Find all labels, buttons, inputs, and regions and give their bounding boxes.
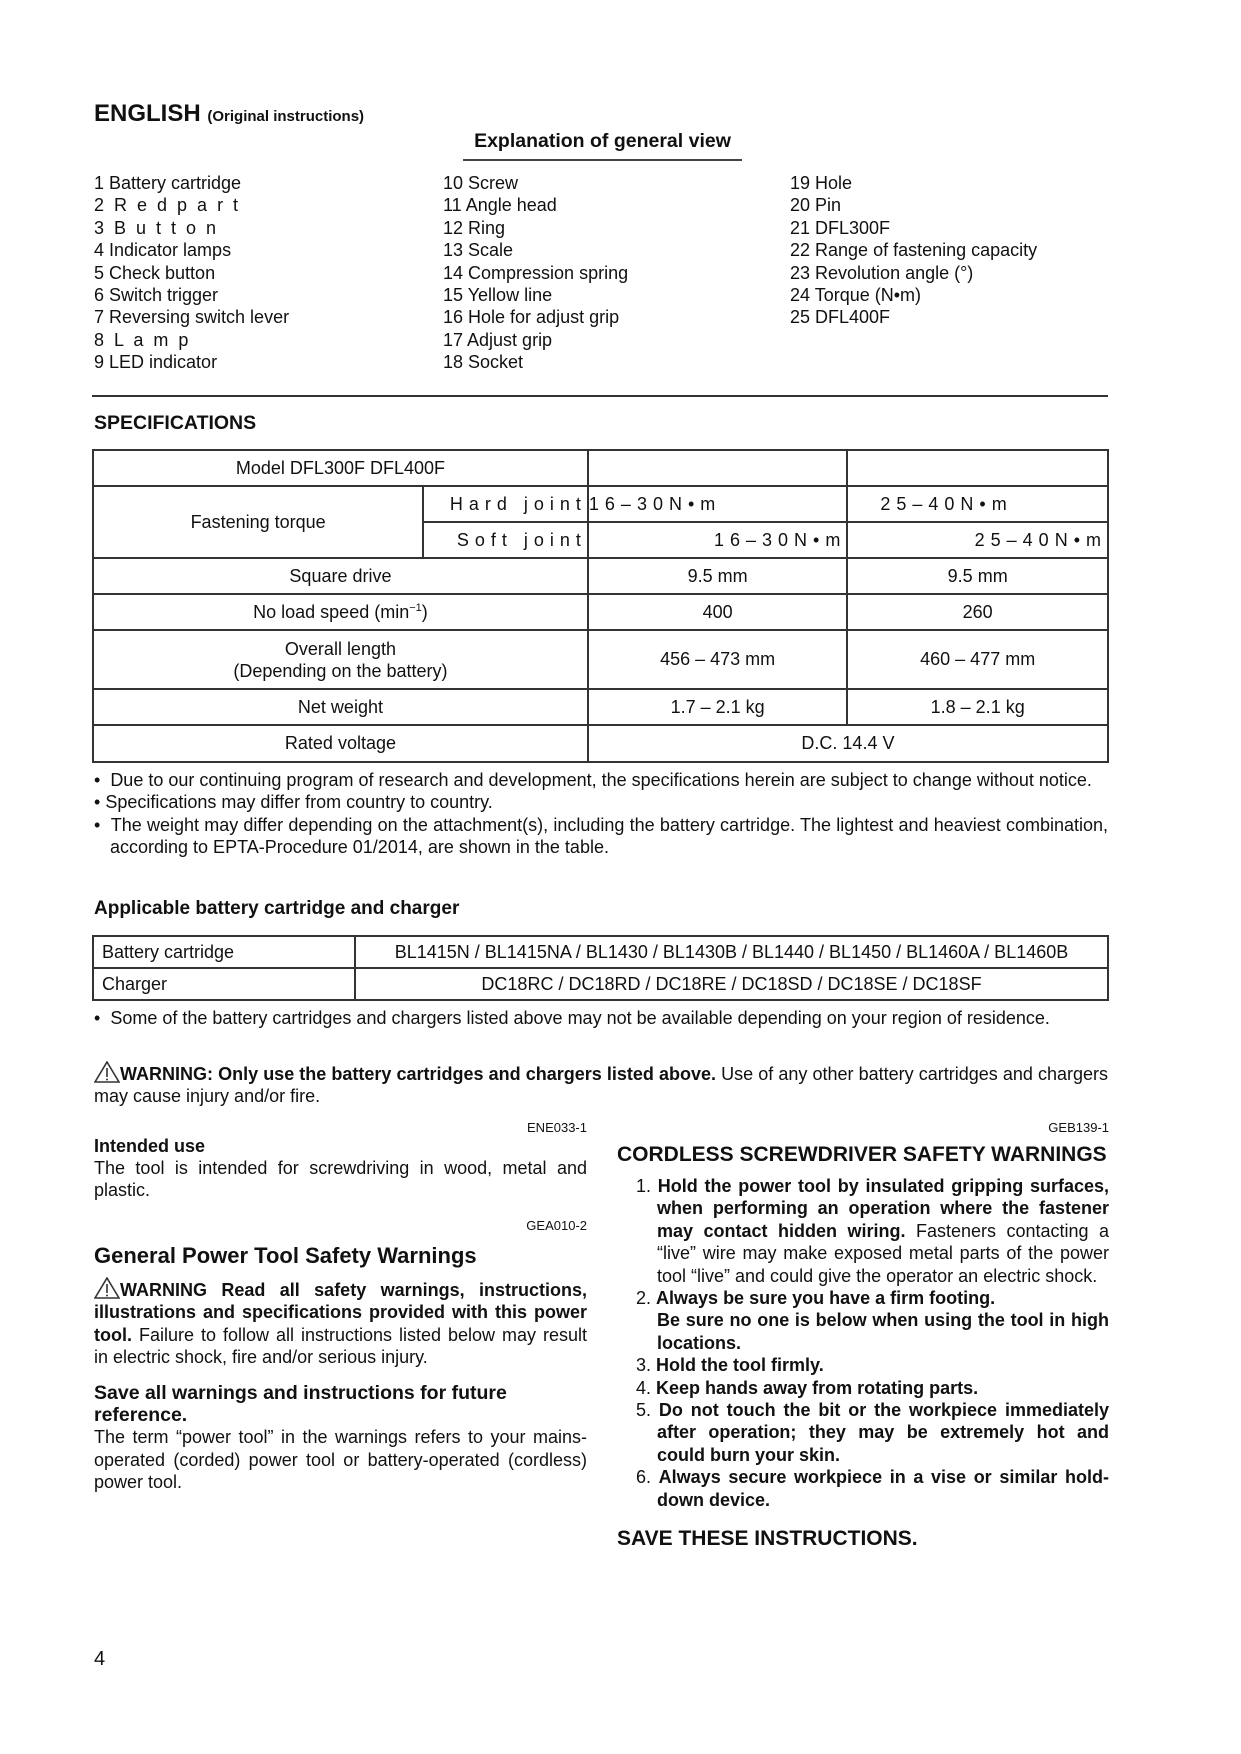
part-item: 8 L a m p (94, 329, 189, 350)
part-item: 18 Socket (443, 352, 524, 373)
spec-value: 400 (588, 594, 847, 630)
part-item: 21 DFL300F (790, 217, 891, 238)
note-text: Specifications may differ from country to country. (105, 792, 493, 813)
part-item: 25 DFL400F (790, 307, 891, 328)
length-label-note: (Depending on the battery) (233, 660, 448, 681)
part-item: 11 Angle head (443, 195, 557, 216)
part-item: 4 Indicator lamps (94, 240, 232, 261)
general-warning (94, 1277, 587, 1369)
save-warnings-title: Save all warnings and instructions for future reference. (94, 1382, 507, 1427)
page-number: 4 (94, 1648, 106, 1670)
charger-label: Charger (93, 968, 355, 1000)
item-number: 3. (636, 1355, 652, 1376)
speed-label-end: ) (421, 601, 428, 622)
right-column (617, 1120, 1109, 1551)
fastening-torque-label: Fastening torque (93, 486, 423, 558)
item-bold: Do not touch the bit or the workpiece immediately after operation; they may be extremely hot and could burn your skin. (657, 1400, 1109, 1465)
note-item: • Specifications may differ from country to country. (94, 792, 493, 813)
part-item: 3 B u t t o n (94, 217, 217, 238)
warning-icon (94, 1277, 120, 1299)
battery-label: Battery cartridge (93, 936, 355, 968)
item-bold: Always secure workpiece in a vise or similar hold-down device. (657, 1467, 1109, 1510)
soft-joint-label: Soft joint (423, 522, 588, 558)
battery-value: BL1415N / BL1415NA / BL1430 / BL1430B / BL1440 / BL1450 / BL1460A / BL1460B (355, 936, 1108, 968)
length-label: Overall length (284, 638, 396, 659)
part-item: 10 Screw (443, 173, 519, 193)
hard-joint-label: Hard joint (423, 486, 588, 522)
spec-value: 260 (847, 594, 1108, 630)
spec-notes (94, 769, 1108, 859)
part-item: 5 Check button (94, 262, 216, 283)
model-cell-2 (847, 450, 1108, 486)
item-text: Fasteners contacting a “live” wire may make exposed metal parts of the power tool “live” and could give the operator an electric shock. (657, 1220, 1109, 1286)
note-item: • Due to our continuing program of research and development, the specifications herein are subject to change without notice. (94, 770, 1092, 790)
safety-item (617, 1466, 1109, 1511)
part-item: 20 Pin (790, 195, 842, 216)
part-item: 14 Compression spring (443, 262, 629, 283)
intended-use-title: Intended use (94, 1136, 206, 1156)
soft-joint-300: 16–30N•m (588, 522, 847, 558)
spec-value: 460 – 477 mm (847, 630, 1108, 689)
battery-table (92, 935, 1109, 1001)
model-cell-1 (588, 450, 847, 486)
item-number: 6. (636, 1467, 652, 1488)
part-item: 23 Revolution angle (°) (790, 262, 974, 283)
safety-item (617, 1354, 1109, 1376)
language-heading (94, 100, 364, 128)
rated-voltage-value: D.C. 14.4 V (588, 725, 1108, 762)
safety-item (617, 1175, 1109, 1287)
part-item: 6 Switch trigger (94, 285, 219, 306)
item-number: 5. (636, 1400, 652, 1421)
warning-text: Failure to follow all instructions listed below may result in electric shock, fire and/or serious injury. (94, 1324, 587, 1368)
safety-item (617, 1377, 1109, 1399)
note-text: Some of the battery cartridges and chargers listed above may not be available depending on your region of residence. (110, 1008, 1050, 1028)
part-item: 17 Adjust grip (443, 329, 553, 350)
spec-label: Net weight (93, 689, 588, 725)
spec-label (93, 630, 588, 689)
spec-value: 1.8 – 2.1 kg (847, 689, 1108, 725)
battery-title: Applicable battery cartridge and charger (94, 898, 460, 919)
intended-use-text: The tool is intended for screwdriving in wood, metal and plastic. (94, 1158, 587, 1201)
section-code: ENE033-1 (527, 1120, 587, 1135)
part-item: 22 Range of fastening capacity (790, 240, 1038, 261)
language-note: (Original instructions) (207, 108, 365, 125)
section-code: GEB139-1 (1048, 1120, 1109, 1135)
item-bold: Hold the tool firmly. (656, 1355, 824, 1376)
part-item: 12 Ring (443, 217, 506, 238)
warning-bold: WARNING: Only use the battery cartridges and chargers listed above. (120, 1064, 717, 1084)
note-text: The weight may differ depending on the attachment(s), including the battery cartridge. The lightest and heaviest combination, according to EPTA-Procedure 01/2014, are shown in the table. (110, 814, 1109, 858)
specifications-table (92, 449, 1109, 763)
charger-value: DC18RC / DC18RD / DC18RE / DC18SD / DC18SE / DC18SF (355, 968, 1108, 1000)
language-label: ENGLISH (94, 100, 201, 127)
power-tool-term-text: The term “power tool” in the warnings refers to your mains-operated (corded) power tool or battery-operated (cordless) power tool. (94, 1427, 587, 1493)
hard-joint-400: 25–40N•m (847, 486, 1108, 522)
warning-text: Use of any other battery cartridges and chargers may cause injury and/or fire. (94, 1064, 1108, 1107)
explanation-title: Explanation of general view (463, 130, 742, 161)
item-number: 2. (636, 1288, 652, 1309)
general-warnings-title: General Power Tool Safety Warnings (94, 1242, 477, 1268)
parts-column-1 (94, 172, 289, 374)
warning-icon (94, 1061, 120, 1083)
battery-warning (94, 1061, 1108, 1108)
spec-label: Square drive (93, 558, 588, 594)
spec-value: 9.5 mm (588, 558, 847, 594)
spec-value: 456 – 473 mm (588, 630, 847, 689)
save-instructions: SAVE THESE INSTRUCTIONS. (617, 1527, 918, 1551)
safety-item (617, 1399, 1109, 1466)
divider (92, 395, 1108, 397)
model-header: Model DFL300F DFL400F (93, 450, 588, 486)
note-item: • The weight may differ depending on the attachment(s), including the battery cartridge. The lightest and heaviest combination, according to EPTA-Procedure 01/2014, are shown in the table. (94, 814, 1109, 858)
part-item: 24 Torque (N•m) (790, 285, 922, 306)
part-item: 19 Hole (790, 173, 853, 193)
section-code: GEA010-2 (526, 1217, 587, 1233)
item-number: 1. (636, 1176, 652, 1196)
part-item: 7 Reversing switch lever (94, 307, 290, 328)
speed-unit-exp: −1 (409, 601, 422, 614)
part-item: 15 Yellow line (443, 285, 553, 306)
item-number: 4. (636, 1377, 652, 1398)
note-text: Due to our continuing program of research and development, the specifications herein are subject to change without notice. (110, 770, 1092, 790)
item-bold: Hold the power tool by insulated gripping surfaces, when performing an operation where the fastener may contact hidden wiring. (657, 1176, 1109, 1241)
safety-list (617, 1175, 1109, 1511)
left-column (94, 1120, 587, 1494)
part-item: 9 LED indicator (94, 352, 218, 373)
item-bold: Be sure no one is below when using the tool in high locations. (657, 1310, 1109, 1353)
parts-column-3 (790, 172, 1037, 329)
hard-joint-300: 16–30N•m (588, 486, 847, 522)
spec-label (93, 594, 588, 630)
warning-bold: WARNING Read all safety warnings, instructions, illustrations and specifications provided with this power tool. (94, 1279, 587, 1345)
cordless-warnings-title: CORDLESS SCREWDRIVER SAFETY WARNINGS (617, 1143, 1107, 1166)
part-item: 13 Scale (443, 240, 514, 261)
battery-note (94, 1007, 1108, 1029)
spec-value: 1.7 – 2.1 kg (588, 689, 847, 725)
specifications-title: SPECIFICATIONS (94, 412, 257, 434)
safety-item (617, 1287, 1109, 1354)
part-item: 1 Battery cartridge (94, 173, 242, 193)
item-bold: Keep hands away from rotating parts. (656, 1377, 979, 1398)
spec-value: 9.5 mm (847, 558, 1108, 594)
part-item: 2 R e d p a r t (94, 195, 239, 216)
note-item: • Some of the battery cartridges and chargers listed above may not be available depending on your region of residence. (94, 1008, 1050, 1028)
part-item: 16 Hole for adjust grip (443, 307, 620, 328)
rated-voltage-label: Rated voltage (93, 725, 588, 762)
parts-column-2 (443, 172, 628, 374)
item-bold: Always be sure you have a firm footing. (656, 1288, 996, 1309)
soft-joint-400: 25–40N•m (847, 522, 1108, 558)
speed-label: No load speed (min (253, 601, 410, 622)
